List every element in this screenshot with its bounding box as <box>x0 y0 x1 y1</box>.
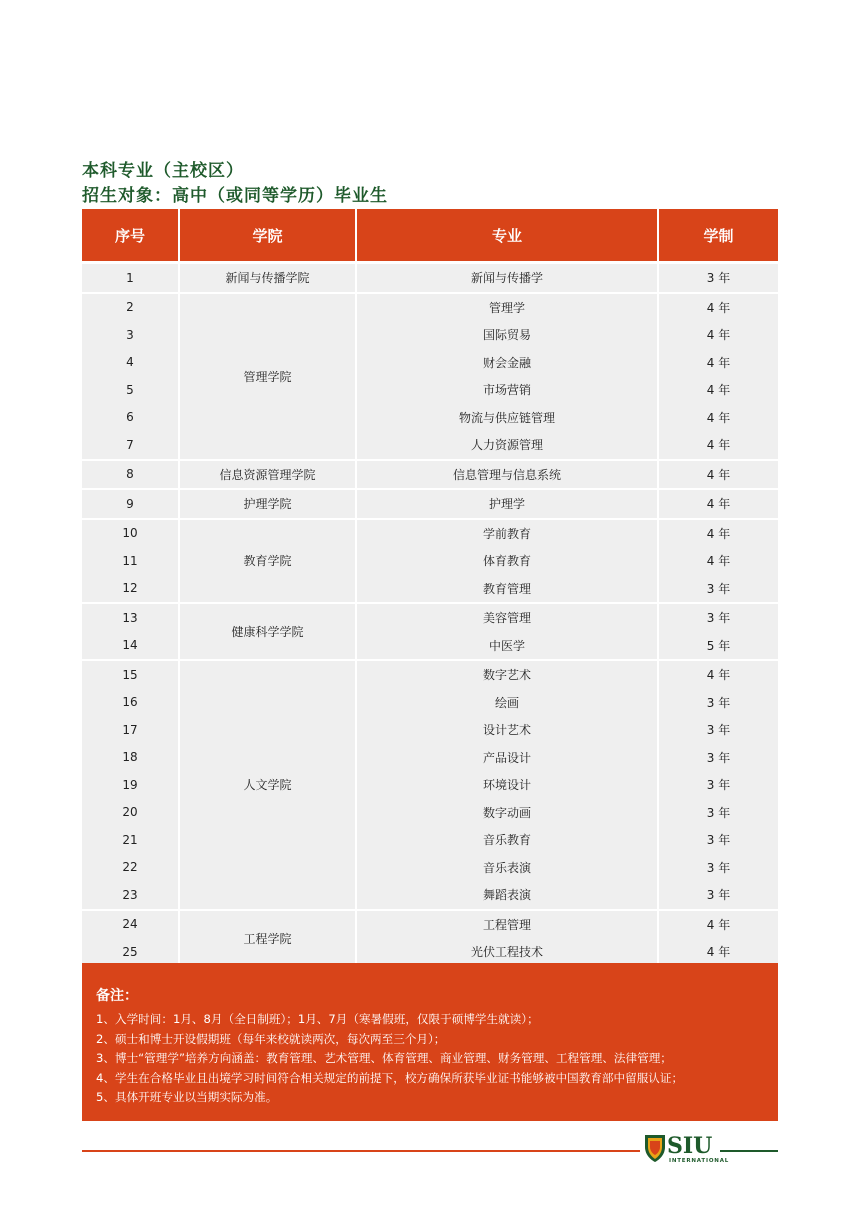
major-name: 产品设计 <box>482 750 531 765</box>
major-name: 学前教育 <box>482 526 531 541</box>
major-name: 环境设计 <box>482 778 531 793</box>
notes-title: 备注： <box>96 988 138 1004</box>
col-major <box>357 661 659 909</box>
row-number: 2 <box>126 300 134 315</box>
major-name: 信息管理与信息系统 <box>452 467 561 482</box>
study-years: 3 年 <box>706 723 731 738</box>
major-name: 护理学 <box>488 497 525 512</box>
study-years: 3 年 <box>706 581 731 596</box>
major-name: 体育教育 <box>482 554 531 569</box>
major-name: 工程管理 <box>482 917 531 932</box>
row-number: 5 <box>126 382 134 397</box>
col-years <box>659 520 778 603</box>
study-years: 4 年 <box>706 497 731 512</box>
col-no <box>82 294 180 459</box>
major-name: 人力资源管理 <box>470 438 543 453</box>
note-item: 4、学生在合格毕业且出境学习时间符合相关规定的前提下，校方确保所获毕业证书能够被中国教育部中留服认证； <box>96 1070 684 1085</box>
col-major <box>357 294 659 459</box>
row-number: 4 <box>126 355 134 370</box>
study-years: 4 年 <box>706 668 731 683</box>
major-name: 教育管理 <box>482 581 531 596</box>
row-number: 25 <box>122 944 138 959</box>
major-name: 音乐教育 <box>482 833 531 848</box>
row-number: 24 <box>122 917 138 932</box>
section-title: 本科专业（主校区） <box>82 161 244 181</box>
col-major <box>357 911 659 966</box>
note-item: 5、具体开班专业以当期实际为准。 <box>96 1090 278 1104</box>
row-number: 11 <box>122 553 138 568</box>
col-years <box>659 490 778 518</box>
col-no <box>82 911 180 966</box>
college-group <box>82 261 778 292</box>
college-cell: 教育学院 <box>180 520 357 603</box>
college-group <box>82 488 778 518</box>
col-major <box>357 264 659 292</box>
study-years: 3 年 <box>706 778 731 793</box>
header-years: 学制 <box>703 226 734 245</box>
col-no <box>82 264 180 292</box>
header-college: 学院 <box>180 209 357 261</box>
row-number: 22 <box>122 860 138 875</box>
major-name: 绘画 <box>494 695 519 710</box>
college-cell: 护理学院 <box>180 490 357 518</box>
col-no <box>82 461 180 489</box>
study-years: 4 年 <box>706 438 731 453</box>
college-cell: 信息资源管理学院 <box>180 461 357 489</box>
col-years <box>659 661 778 909</box>
major-name: 中医学 <box>488 638 525 653</box>
shield-icon <box>644 1133 666 1163</box>
col-no <box>82 520 180 603</box>
major-name: 数字动画 <box>482 805 531 820</box>
table-body <box>82 261 778 966</box>
study-years: 3 年 <box>706 695 731 710</box>
study-years: 4 年 <box>706 355 731 370</box>
major-name: 市场营销 <box>482 383 531 398</box>
row-number: 3 <box>126 327 134 342</box>
college-group <box>82 909 778 966</box>
row-number: 14 <box>122 638 138 653</box>
note-item: 1、入学时间：1月、8月（全日制班）；1月、7月（寒暑假班，仅限于硕博学生就读）； <box>96 1012 539 1026</box>
study-years: 3 年 <box>706 271 731 286</box>
header-major: 专业 <box>357 209 659 261</box>
row-number: 18 <box>122 750 138 765</box>
college-group <box>82 292 778 459</box>
logo-subtext: INTERNATIONAL <box>669 1158 730 1164</box>
major-name: 设计艺术 <box>482 723 531 738</box>
major-name: 管理学 <box>488 300 525 315</box>
row-number: 17 <box>122 722 138 737</box>
row-number: 12 <box>122 581 138 596</box>
col-years <box>659 294 778 459</box>
col-years <box>659 911 778 966</box>
col-major <box>357 520 659 603</box>
col-years <box>659 461 778 489</box>
college-cell: 健康科学学院 <box>180 604 357 659</box>
major-name: 音乐表演 <box>482 860 531 875</box>
major-name: 光伏工程技术 <box>470 945 543 960</box>
row-number: 6 <box>126 410 134 425</box>
study-years: 4 年 <box>706 383 731 398</box>
row-number: 19 <box>122 777 138 792</box>
col-major <box>357 461 659 489</box>
major-name: 财会金融 <box>482 355 531 370</box>
college-group <box>82 602 778 659</box>
section-subtitle: 招生对象：高中（或同等学历）毕业生 <box>82 186 388 206</box>
study-years: 4 年 <box>706 300 731 315</box>
row-number: 9 <box>126 496 134 511</box>
study-years: 3 年 <box>706 805 731 820</box>
col-no <box>82 661 180 909</box>
col-major <box>357 490 659 518</box>
table-header <box>82 209 778 261</box>
college-cell: 管理学院 <box>180 294 357 459</box>
siu-logo <box>644 1133 730 1167</box>
study-years: 3 年 <box>706 833 731 848</box>
footer-divider-green <box>720 1150 778 1152</box>
row-number: 10 <box>122 526 138 541</box>
college-group <box>82 459 778 489</box>
row-number: 8 <box>126 467 134 482</box>
col-major <box>357 604 659 659</box>
study-years: 4 年 <box>706 917 731 932</box>
college-group <box>82 518 778 603</box>
major-name: 数字艺术 <box>482 668 531 683</box>
col-no <box>82 604 180 659</box>
college-cell: 人文学院 <box>180 661 357 909</box>
row-number: 23 <box>122 887 138 902</box>
study-years: 3 年 <box>706 611 731 626</box>
major-name: 舞蹈表演 <box>482 888 531 903</box>
note-item: 2、硕士和博士开设假期班（每年来校就读两次，每次两至三个月）； <box>96 1031 446 1046</box>
college-cell: 工程学院 <box>180 911 357 966</box>
header-no: 序号 <box>82 209 180 261</box>
study-years: 3 年 <box>706 860 731 875</box>
study-years: 4 年 <box>706 467 731 482</box>
row-number: 7 <box>126 437 134 452</box>
row-number: 13 <box>122 610 138 625</box>
study-years: 4 年 <box>706 945 731 960</box>
study-years: 3 年 <box>706 888 731 903</box>
col-years <box>659 604 778 659</box>
major-name: 国际贸易 <box>482 328 531 343</box>
study-years: 4 年 <box>706 526 731 541</box>
row-number: 21 <box>122 832 138 847</box>
study-years: 4 年 <box>706 554 731 569</box>
major-name: 美容管理 <box>482 611 531 626</box>
logo-text: SIU <box>667 1133 713 1159</box>
study-years: 3 年 <box>706 750 731 765</box>
study-years: 4 年 <box>706 410 731 425</box>
notes-box <box>82 963 778 1121</box>
study-years: 4 年 <box>706 328 731 343</box>
college-cell: 新闻与传播学院 <box>180 264 357 292</box>
major-name: 物流与供应链管理 <box>458 410 555 425</box>
row-number: 1 <box>126 270 134 285</box>
majors-table <box>82 209 778 966</box>
col-no <box>82 490 180 518</box>
college-group <box>82 659 778 909</box>
col-years <box>659 264 778 292</box>
study-years: 5 年 <box>706 638 731 653</box>
note-item: 3、博士“管理学”培养方向涵盖：教育管理、艺术管理、体育管理、商业管理、财务管理、工程管理、法律管理； <box>96 1051 672 1065</box>
row-number: 16 <box>122 695 138 710</box>
row-number: 20 <box>122 805 138 820</box>
row-number: 15 <box>122 667 138 682</box>
footer-divider-orange <box>82 1150 640 1152</box>
major-name: 新闻与传播学 <box>470 271 543 286</box>
